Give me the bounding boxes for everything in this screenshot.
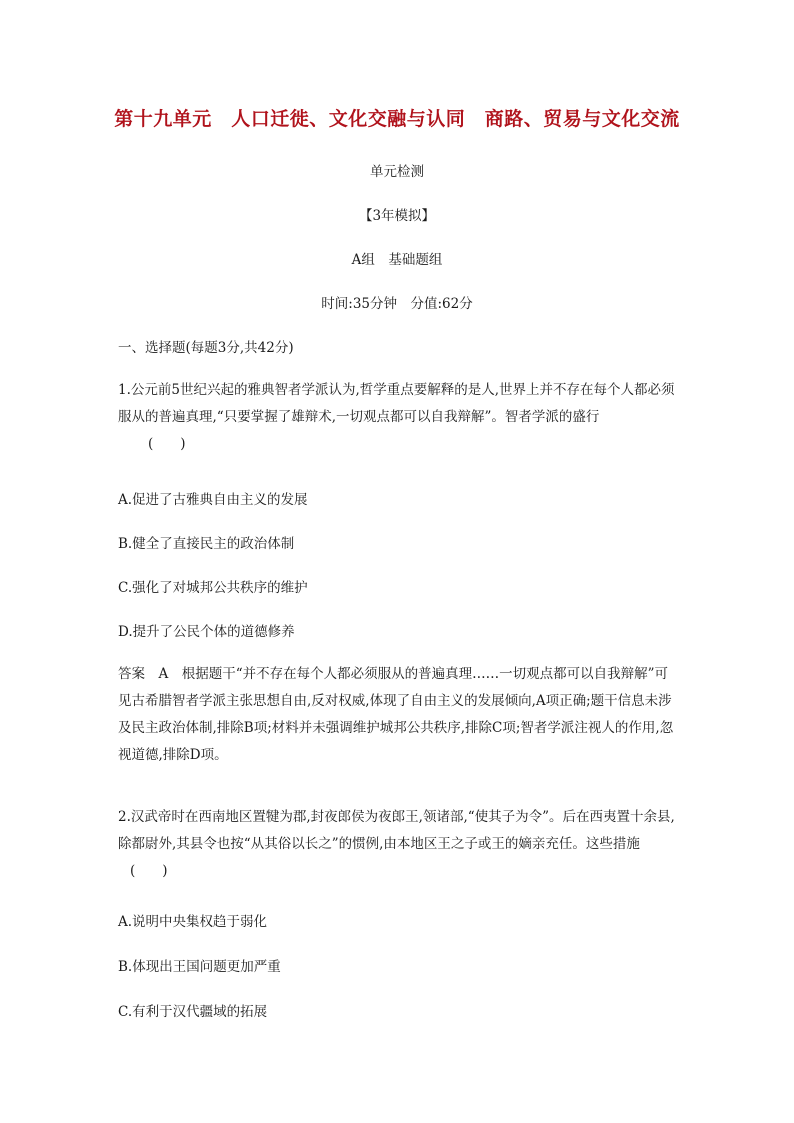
q1-option-c: C.强化了对城邦公共秩序的维护 xyxy=(118,580,308,596)
group-heading: A组 基础题组 xyxy=(351,252,443,268)
q1-option-b: B.健全了直接民主的政治体制 xyxy=(118,536,295,552)
bracket-label: 【3年模拟】 xyxy=(358,208,436,224)
question-1-blank: ( ) xyxy=(148,436,186,452)
question-2-blank: ( ) xyxy=(130,863,168,879)
q2-option-b: B.体现出王国问题更加严重 xyxy=(118,959,281,975)
question-1 xyxy=(118,377,678,458)
section-heading: 一、选择题(每题3分,共42分) xyxy=(118,340,294,356)
unit-title: 第十九单元 人口迁徙、文化交融与认同 商路、贸易与文化交流 xyxy=(114,108,680,130)
q2-option-c: C.有利于汉代疆域的拓展 xyxy=(118,1004,268,1020)
question-2-stem: 2.汉武帝时在西南地区置犍为郡,封夜郎侯为夜郎王,领诸部,“使其子为令”。后在西夷置十余县,除都尉外,其县令也按“从其俗以长之”的惯例,由本地区王之子或王的嫡亲充任。这些措施 xyxy=(118,809,675,852)
subtitle: 单元检测 xyxy=(370,164,424,180)
time-score: 时间:35分钟 分值:62分 xyxy=(321,296,473,312)
q1-option-a: A.促进了古雅典自由主义的发展 xyxy=(118,492,308,508)
q1-answer: 答案 A 根据题干“并不存在每个人都必须服从的普遍真理……一切观点都可以自我辩解”可见古希腊智者学派主张思想自由,反对权威,体现了自由主义的发展倾向,A项正确;题干信息未涉及民主政治体制,排除B项;材料并未强调维护城邦公共秩序,排除C项;智者学派注视人的作用,忽视道德,排除D项。 xyxy=(118,666,674,763)
question-2 xyxy=(118,804,678,885)
q2-option-a: A.说明中央集权趋于弱化 xyxy=(118,914,268,930)
q1-option-d: D.提升了公民个体的道德修养 xyxy=(118,624,295,640)
question-1-stem: 1.公元前5世纪兴起的雅典智者学派认为,哲学重点要解释的是人,世界上并不存在每个人都必须服从的普遍真理,“只要掌握了雄辩术,一切观点都可以自我辩解”。智者学派的盛行 xyxy=(118,382,675,425)
